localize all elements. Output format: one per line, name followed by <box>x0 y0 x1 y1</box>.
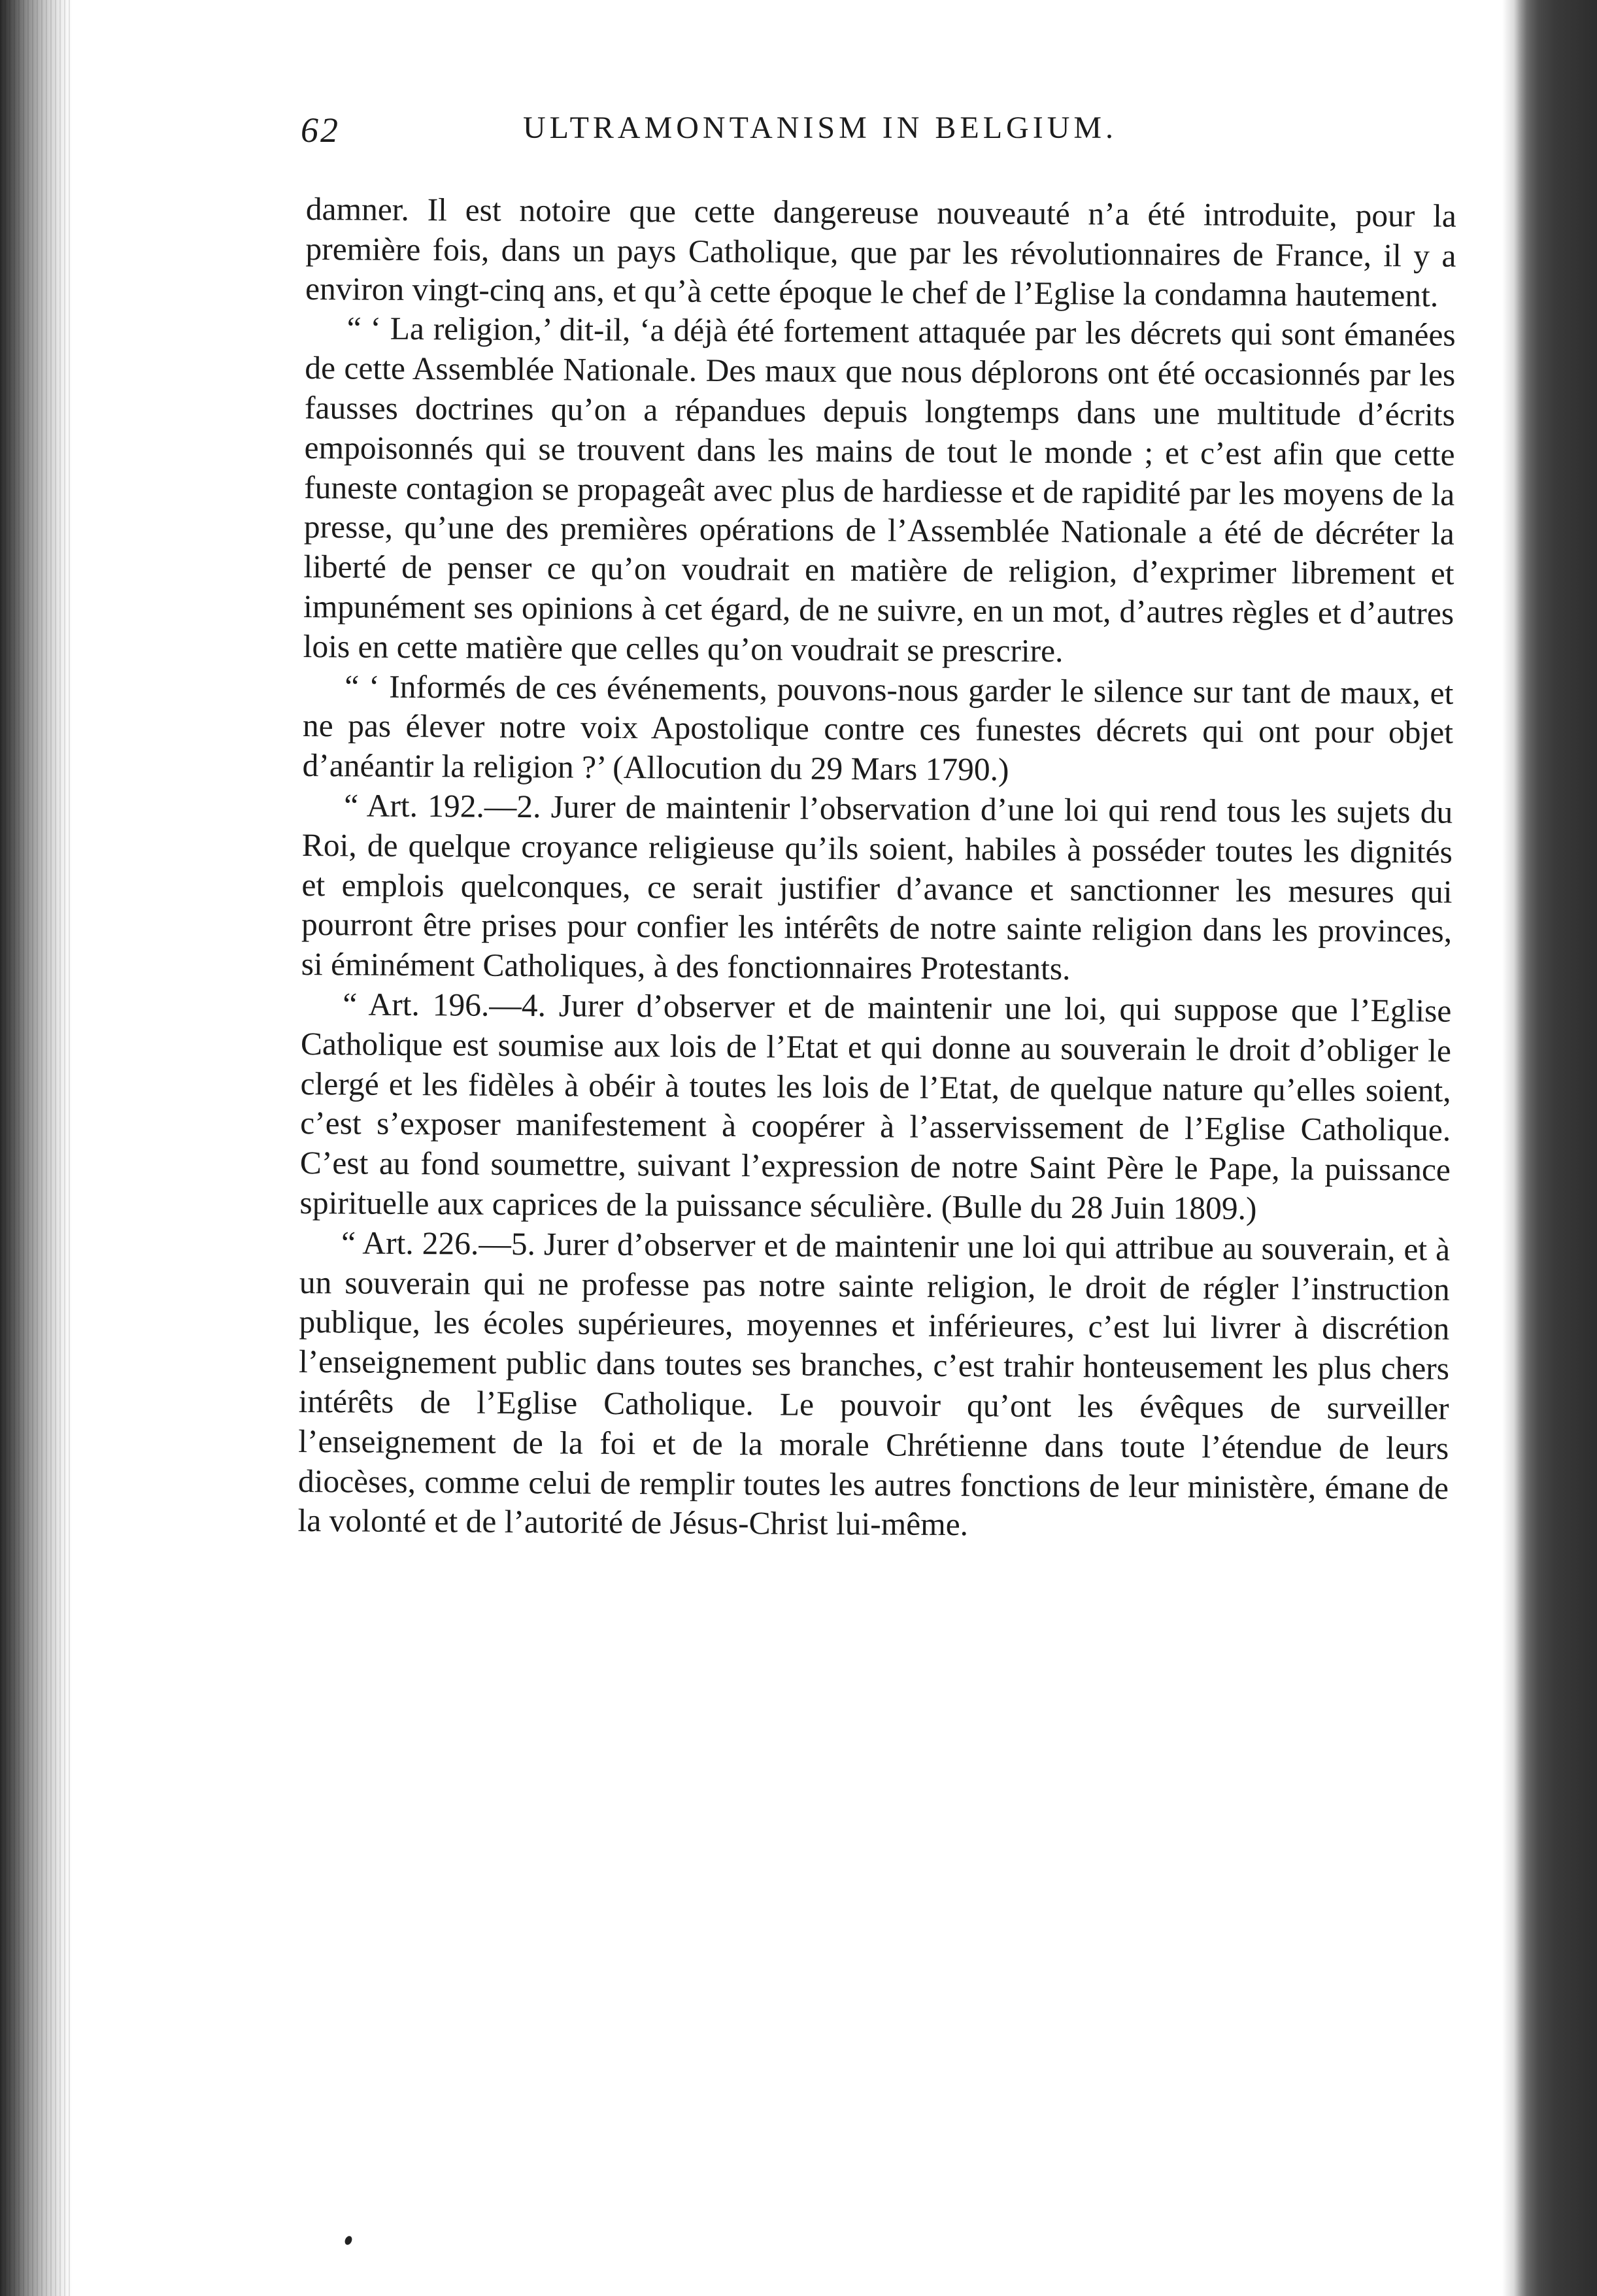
page-body <box>297 190 1456 1548</box>
paragraph: “ Art. 226.—5. Jurer d’observer et de maintenir une loi qui attribue au souverain, et à un souverain qui ne professe pas notre sainte religion, le droit de régler l’instruction publique, les écoles supérieures, moyennes et inférieures, c’est lui livrer à discrétion l’enseignement public dans toutes ses branches, c’est trahir honteusement les plus chers intérêts de l’Eglise Catholique. Le pouvoir qu’ont les évêques de surveiller l’enseignement de la foi et de la morale Chrétienne dans toute l’étendue de leurs diocèses, comme celui de remplir toutes les autres fonctions de leur ministère, émane de la volonté et de l’autorité de Jésus-Christ lui-même. <box>297 1224 1451 1543</box>
paragraph: damner. Il est notoire que cette dangereuse nouveauté n’a été introduite, pour la première fois, dans un pays Catholique, que par les révolutionnaires de France, il y a environ vingt-cinq ans, et qu’à cette époque le chef de l’Eglise la condamna hautement. <box>305 190 1456 314</box>
page-number: 62 <box>301 110 340 150</box>
ink-speck <box>344 2235 354 2246</box>
paragraph: “ Art. 196.—4. Jurer d’observer et de maintenir une loi, qui suppose que l’Eglise Catholique est soumise aux lois de l’Etat et qui donne au souverain le droit d’obliger le clergé et les fidèles à obéir à toutes les lois de l’Etat, de quelque nature qu’elles soient, c’est s’exposer manifestement à coopérer à l’asservissement de l’Eglise Catholique. C’est au fond soumettre, suivant l’expression de notre Saint Père le Pape, la puissance spirituelle aux caprices de la puissance séculière. (Bulle du 28 Juin 1809.) <box>299 986 1452 1226</box>
paragraph: “ ‘ La religion,’ dit-il, ‘a déjà été fortement attaquée par les décrets qui sont émanées de cette Assemblée Nationale. Des maux que nous déplorons ont été occasionnés par les fausses doctrines qu’on a répandues depuis longtemps dans une multitude d’écrits empoisonnés qui se trouvent dans les mains de tout le monde ; et c’est afin que cette funeste contagion se propageât avec plus de hardiesse et de rapidité par les moyens de la presse, qu’une des premières opérations de l’Assemblée Nationale a été de décréter la liberté de penser ce qu’on voudrait en matière de religion, d’exprimer librement et impunément ses opinions à cet égard, de ne suivre, en un mot, d’autres règles et d’autres lois en cette matière que celles qu’on voudrait se prescrire. <box>303 310 1456 669</box>
paragraph: “ Art. 192.—2. Jurer de maintenir l’observation d’une loi qui rend tous les sujets du Roi, de quelque croyance religieuse qu’ils soient, habiles à posséder toutes les dignités et emplois quelconques, ce serait justifier d’avance et sanctionner les mesures qui pourront être prises pour confier les intérêts de notre sainte religion dans les provinces, si éminément Catholiques, à des fonctionnaires Protestants. <box>301 787 1453 987</box>
scanned-left-page-edge <box>0 0 72 2296</box>
scanned-right-page-edge <box>1502 0 1597 2296</box>
running-header <box>301 110 1255 156</box>
running-title: ULTRAMONTANISM IN BELGIUM. <box>523 110 1118 145</box>
paragraph: “ ‘ Informés de ces événements, pouvons-nous garder le silence sur tant de maux, et ne pas élever notre voix Apostolique contre ces funestes décrets qui ont pour objet d’anéantir la religion ?’ (Allocution du 29 Mars 1790.) <box>302 667 1454 788</box>
